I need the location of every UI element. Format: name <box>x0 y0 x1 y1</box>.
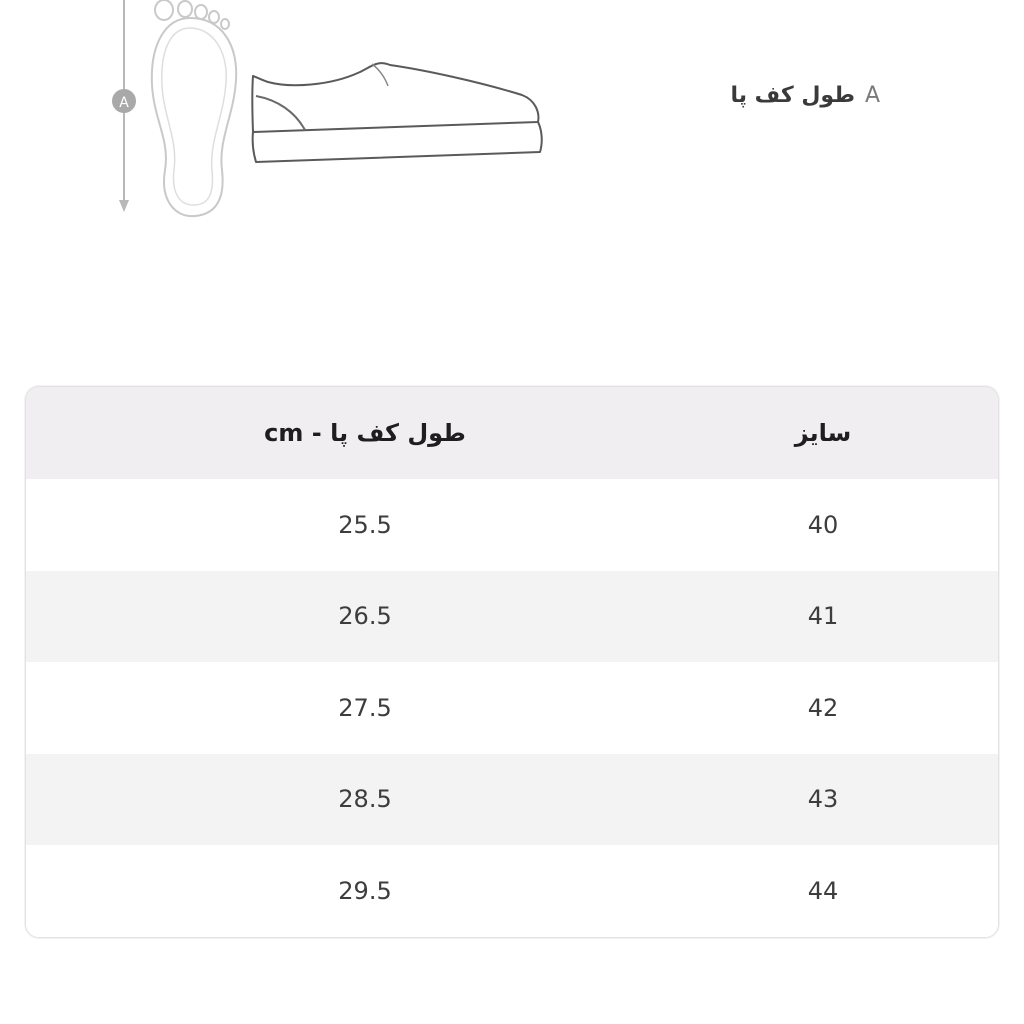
table-row <box>26 845 998 937</box>
table-row <box>26 479 998 571</box>
size-cell: 44 <box>807 876 839 905</box>
size-cell: 43 <box>807 785 839 814</box>
foot-length-cell: 27.5 <box>338 693 392 722</box>
legend-label: طول کف پا <box>730 82 855 108</box>
shoe-icon <box>252 63 541 162</box>
size-cell: 42 <box>807 693 839 722</box>
header-size: سایز <box>794 419 852 447</box>
size-cell: 41 <box>807 602 839 631</box>
foot-shoe-drawing <box>0 0 560 230</box>
foot-length-cell: 26.5 <box>338 602 392 631</box>
table-row <box>26 754 998 846</box>
measurement-legend <box>700 78 880 112</box>
measure-marker <box>112 89 136 113</box>
table-row <box>26 571 998 663</box>
foot-measurement-illustration <box>0 0 560 230</box>
foot-length-cell: 29.5 <box>338 876 392 905</box>
size-cell: 40 <box>807 510 839 539</box>
legend-letter: A <box>864 82 880 108</box>
header-foot-length: طول کف پا - cm <box>264 419 466 447</box>
table-row <box>26 662 998 754</box>
foot-length-cell: 28.5 <box>338 785 392 814</box>
table-header-row <box>26 387 998 479</box>
foot-length-cell: 25.5 <box>338 510 392 539</box>
svg-text:A: A <box>119 95 129 111</box>
size-table <box>25 386 999 938</box>
